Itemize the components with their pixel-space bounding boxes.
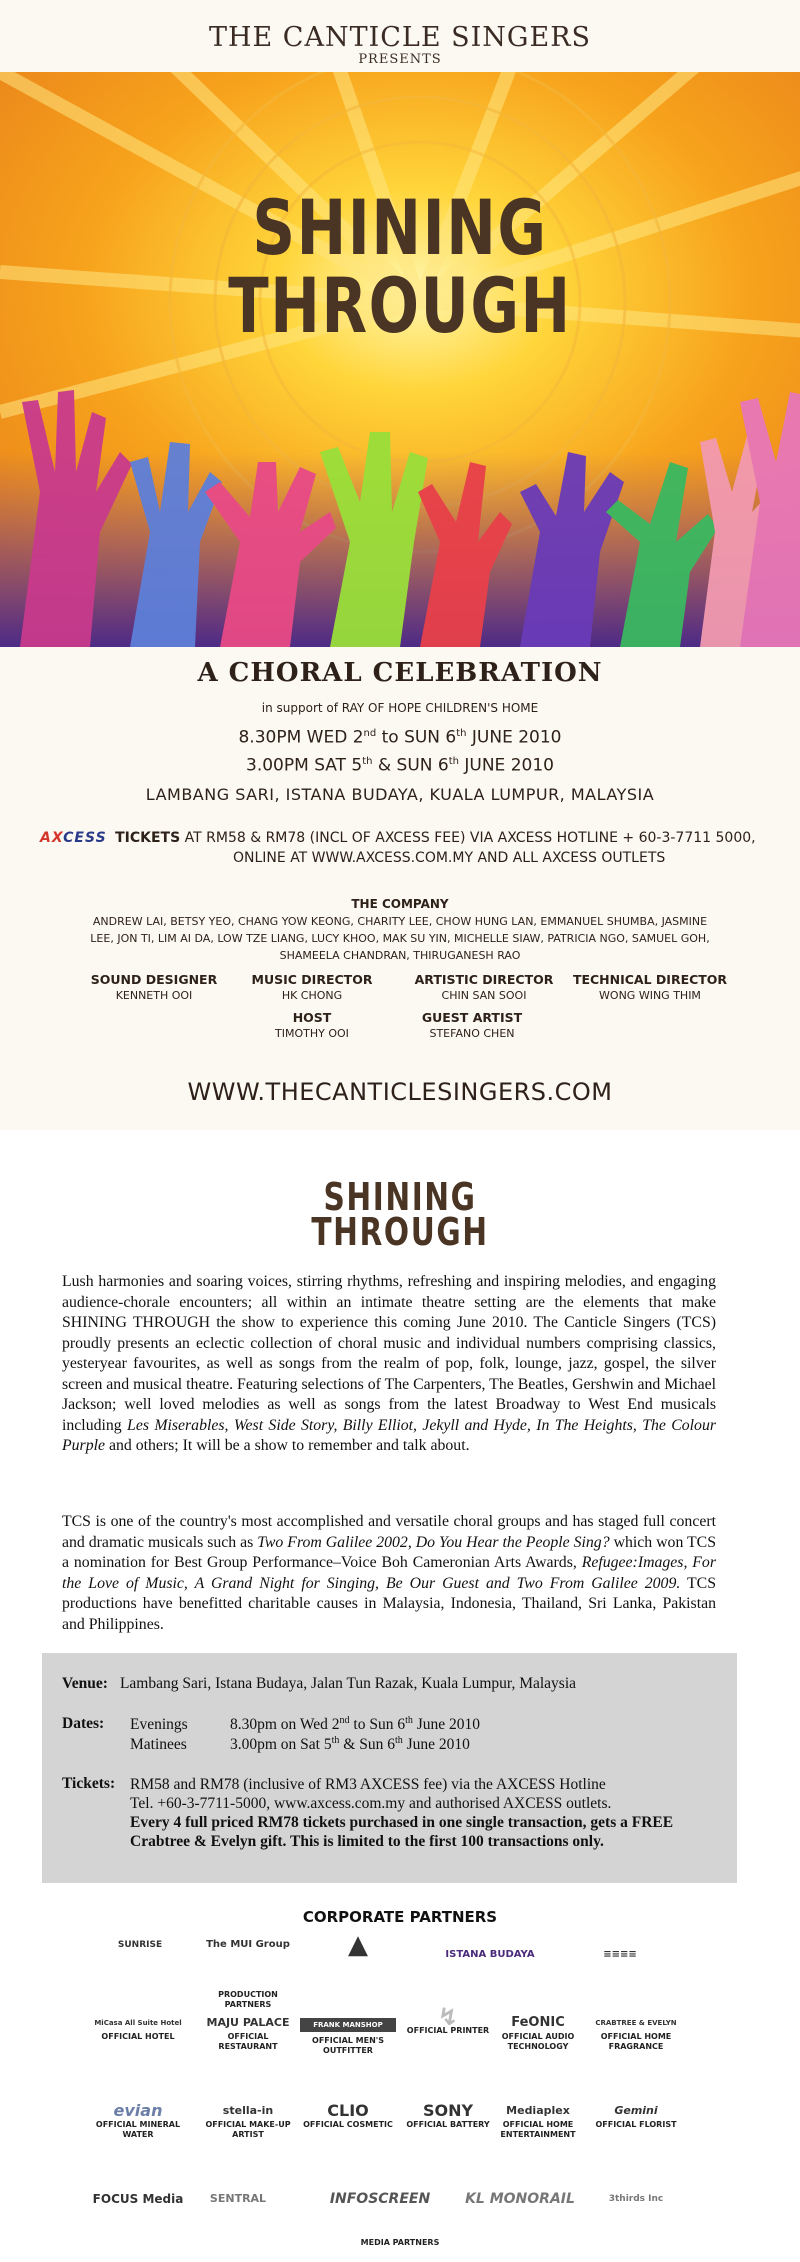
tickets-label: TICKETS [115, 830, 181, 846]
partner-logo: ≡≡≡≡ [603, 1949, 637, 1960]
partner-logo: ↯ OFFICIAL PRINTER [406, 2003, 490, 2035]
partner-logo: MAJU PALACE OFFICIAL RESTAURANT [206, 2016, 290, 2051]
section-title-line2: THROUGH [311, 1210, 489, 1254]
partner-logo: ISTANA BUDAYA [445, 1949, 535, 1960]
showtime-line: 8.30PM WED 2nd to SUN 6th JUNE 2010 [238, 727, 562, 748]
poster-title-line2: THROUGH [228, 261, 572, 350]
crew-music-director: MUSIC DIRECTOR HK CHONG [251, 972, 373, 1002]
section-title-line1: SHINING [323, 1175, 477, 1219]
info-evenings: Evenings 8.30pm on Wed 2nd to Sun 6th June 2010 [130, 1715, 481, 1734]
tickets-line2: ONLINE AT WWW.AXCESS.COM.MY AND ALL AXCESS OUTLETS [233, 850, 666, 866]
partner-logo: evian OFFICIAL MINERAL WATER [95, 2101, 181, 2139]
tickets-line1: AT RM58 & RM78 (INCL OF AXCESS FEE) VIA AXCESS HOTLINE + 60-3-7711 5000, [184, 830, 756, 846]
partner-logo: The MUI Group [206, 1939, 290, 1950]
website-link[interactable]: WWW.THECANTICLESINGERS.COM [187, 1078, 613, 1106]
poster-artwork [0, 72, 800, 647]
event-info-box [42, 1653, 737, 1883]
support-line: in support of RAY OF HOPE CHILDREN'S HOME [261, 701, 539, 715]
company-heading: THE COMPANY [351, 897, 449, 911]
partner-logo: Gemini OFFICIAL FLORIST [595, 2104, 677, 2129]
partner-logo: ▲ [348, 1930, 368, 1960]
partner-logo: 3thirds Inc [608, 2194, 664, 2204]
showtime-line: 3.00PM SAT 5th & SUN 6th JUNE 2010 [246, 755, 554, 776]
poster-title-line1: SHINING [252, 183, 548, 272]
info-matinees: Matinees 3.00pm on Sat 5th & Sun 6th June 2010 [130, 1735, 470, 1754]
partner-logo: SONY OFFICIAL BATTERY [406, 2101, 490, 2129]
partner-logo: CRABTREE & EVELYN OFFICIAL HOME FRAGRANCE [595, 2019, 677, 2051]
partner-logo: SUNRISE [117, 1940, 163, 1950]
tickets-banner [40, 828, 780, 868]
info-tickets: RM58 and RM78 (inclusive of RM3 AXCESS fee) via the AXCESS Hotline Tel. +60-3-7711-5000, www.axcess.com.my and authorised AXCESS outlets. Every 4 full priced RM78 tickets purchased in one single transaction, gets a FREE Crabtree & Evelyn gift. This is limited to the first 100 transactions only. [130, 1775, 720, 1851]
crew-guest-artist: GUEST ARTIST STEFANO CHEN [421, 1010, 523, 1040]
partner-logo: FOCUS Media [92, 2192, 184, 2206]
presents-label: PRESENTS [358, 52, 442, 67]
partner-logo: FRANK MANSHOP OFFICIAL MEN'S OUTFITTER [300, 2018, 396, 2056]
partners-heading: CORPORATE PARTNERS [302, 1908, 498, 1926]
presenter-name: THE CANTICLE SINGERS [208, 22, 592, 53]
info-venue-row: Venue: Lambang Sari, Istana Budaya, Jalan Tun Razak, Kuala Lumpur, Malaysia [62, 1675, 577, 1692]
showtimes [0, 722, 800, 777]
description-paragraph-1: Lush harmonies and soaring voices, stirring rhythms, refreshing and inspiring melodies, and engaging audience-chorale encounters; all within an intimate theatre setting are the elements that make SHINING THROUGH the show to experience this coming June 2010. The Canticle Singers (TCS) proudly presents an eclectic collection of choral music and individual numbers comprising classics, yesteryear favourites, as well as songs from the realm of pop, folk, lounge, jazz, gospel, the silver screen and musical theatre. Featuring selections of The Carpenters, The Beatles, Gershwin and Michael Jackson; well loved melodies as well as songs from the latest Broadway to West End musicals including Les Miserables, West Side Story, Billy Elliot, Jekyll and Hyde, In The Heights, The Colour Purple and others; It will be a show to remember and talk about. [62, 1273, 717, 1454]
description-paragraph-2: TCS is one of the country's most accomplished and versatile choral groups and has staged full concert and dramatic musicals such as Two From Galilee 2002, Do You Hear the People Sing? which won TCS a nomination for Best Group Performance–Voice Boh Cameronian Arts Awards, Refugee:Images, For the Love of Music, A Grand Night for Singing, Be Our Guest and Two From Galilee 2009. TCS productions have benefitted charitable causes in Malaysia, Indonesia, Thailand, Sri Lanka, Pakistan and Philippines. [62, 1513, 716, 1633]
partner-logo: CLIO OFFICIAL COSMETIC [303, 2101, 393, 2129]
axcess-logo: AXCESS [40, 830, 107, 846]
partner-logo: KL MONORAIL [465, 2191, 575, 2207]
sunburst-hands-illustration [0, 72, 800, 647]
partner-logo: stella-in OFFICIAL MAKE-UP ARTIST [205, 2104, 291, 2139]
info-tickets-label: Tickets: [62, 1775, 116, 1792]
partner-logo: FeONIC OFFICIAL AUDIO TECHNOLOGY [501, 2015, 575, 2051]
production-partners-label: PRODUCTION PARTNERS [218, 1990, 278, 2009]
company-members: ANDREW LAI, BETSY YEO, CHANG YOW KEONG, CHARITY LEE, CHOW HUNG LAN, EMMANUEL SHUMBA, JASMINE LEE, JON TI, LIM AI DA, LOW TZE LIANG, LUCY KHOO, MAK SU YIN, MICHELLE SIAW, PATRICIA NGO, SAMUEL GOH, SHAMEELA CHANDRAN, THIRUGANESH RAO [90, 915, 710, 962]
crew-sound-designer: SOUND DESIGNER KENNETH OOI [90, 972, 218, 1002]
crew-artistic-director: ARTISTIC DIRECTOR CHIN SAN SOOI [414, 972, 554, 1002]
partner-logo: SENTRAL [209, 2192, 267, 2205]
crew-technical-director: TECHNICAL DIRECTOR WONG WING THIM [572, 972, 728, 1002]
promo-text: Every 4 full priced RM78 tickets purchased in one single transaction, gets a FREE Crabtree & Evelyn gift. This is limited to the first 100 transactions only. [130, 1814, 674, 1850]
crew-host: HOST TIMOTHY OOI [275, 1010, 349, 1040]
poster-top [0, 0, 800, 1130]
partner-logo: INFOSCREEN [329, 2191, 431, 2207]
partner-logo: MiCasa All Suite Hotel OFFICIAL HOTEL [94, 2019, 182, 2041]
venue-line: LAMBANG SARI, ISTANA BUDAYA, KUALA LUMPUR, MALAYSIA [145, 785, 655, 804]
media-partners-label: MEDIA PARTNERS [360, 2238, 440, 2247]
partner-logo: Mediaplex OFFICIAL HOME ENTERTAINMENT [500, 2104, 576, 2139]
event-subtitle: A CHORAL CELEBRATION [197, 658, 603, 688]
info-dates-row: Dates: [62, 1715, 105, 1732]
presenter-header [0, 22, 800, 67]
